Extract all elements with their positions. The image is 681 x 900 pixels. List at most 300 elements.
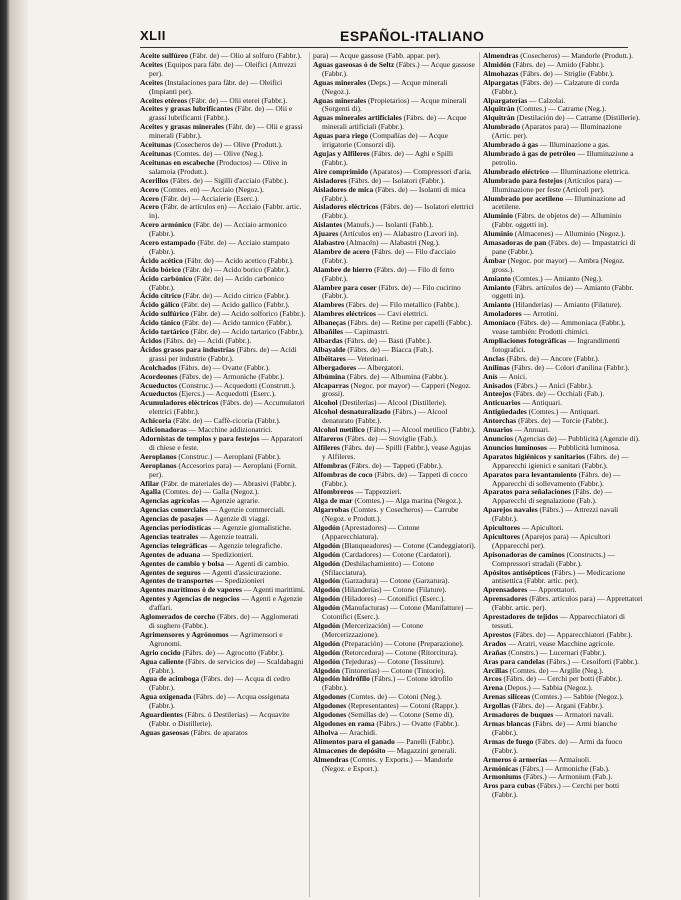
entry-term: Anilinas: [483, 362, 510, 372]
dictionary-entry: [140, 711, 306, 729]
entry-term: Arados: [483, 638, 507, 648]
dictionary-entry: [483, 453, 643, 471]
entry-translation: (Fábrs. de) — Accumulatori elettrici (Fabbr.).: [149, 398, 305, 417]
entry-term: Agrimensores y Agrónomos: [140, 629, 229, 639]
entry-term: Amoladores: [483, 309, 522, 319]
entry-term: Alumbrado: [483, 122, 521, 132]
entry-translation: (Representantes) — Cotoni (Rappr.).: [346, 701, 459, 711]
entry-translation: (Fábrs. de) — Tappeti di cocco (Fabbr.).: [322, 469, 468, 488]
entry-translation: (Ejercs.) — Acquedotti (Eserc.).: [177, 389, 277, 399]
entry-translation: (Manufacturas) — Cotone (Manifatture) — Cotonifici (Eserc.).: [322, 603, 473, 622]
entry-translation: (Comtes. de) — Galla (Negoz.).: [160, 487, 260, 497]
entry-term: Alquitrán: [483, 104, 515, 114]
entry-translation: (Aparatos para) — Illuminazione (Artic. per).: [492, 122, 622, 141]
dictionary-entry: [483, 177, 643, 195]
dictionary-entry: [313, 471, 476, 489]
entry-term: Aguas minerales artificiales: [313, 113, 402, 123]
entry-term: Acero: [140, 193, 160, 203]
entry-term: Alumbrado á gas de petróleo: [483, 148, 576, 158]
entry-term: Arañas: [483, 647, 507, 657]
entry-term: Armas de fuego: [483, 736, 534, 746]
entry-term: Aguas gaseosas: [140, 727, 189, 737]
entry-translation: — Agenzie giornalistiche.: [211, 523, 292, 533]
entry-term: Ácido gálico: [140, 300, 180, 310]
entry-translation: (Fábrs. de) — Ammoniaca (Fabbr.), vease también: Prodotti chimici.: [492, 318, 626, 337]
entry-translation: (Fábrs. de) — Sigilli d'acciaio (Fabbr.).: [168, 175, 289, 185]
entry-term: Algodón: [313, 585, 341, 595]
entry-term: Amianto: [483, 282, 511, 292]
entry-translation: (Fábrs. de) — Striglie (Fabbr.).: [518, 68, 614, 78]
dictionary-entry: [313, 61, 476, 79]
entry-term: Armadores de buques: [483, 710, 554, 720]
entry-term: Acordeones: [140, 371, 178, 381]
entry-translation: (Fábrs. de) — Biacca (Fab.).: [345, 344, 434, 354]
entry-translation: — Agenti e Agenzie d'affari.: [149, 594, 303, 613]
entry-term: Armas blancas: [483, 718, 531, 728]
entry-term: Agalla: [140, 487, 161, 497]
entry-translation: (Deshilachamiento) — Cotone (Sfilacciatura).: [322, 558, 435, 577]
entry-term: Agua caliente: [140, 656, 184, 666]
entry-term: Agrio cocido: [140, 647, 181, 657]
entry-term: Ácido bórico: [140, 264, 182, 274]
entry-translation: — Veterinari.: [345, 353, 389, 363]
entry-term: Aprestos: [483, 629, 512, 639]
page-header: [140, 28, 628, 46]
column-2: [313, 52, 476, 897]
entry-term: Alcohol: [313, 398, 338, 408]
entry-term: Aguas minerales: [313, 77, 367, 87]
entry-term: Acero: [140, 202, 160, 212]
dictionary-entry: [140, 203, 306, 221]
entry-term: Aislantes: [313, 220, 343, 230]
entry-translation: (Fábr. de) — Acido acetico (Fabbr.).: [182, 255, 294, 265]
entry-translation: (Fábrs. de) — Occhiali (Fab.).: [511, 389, 605, 399]
dictionary-entry: [483, 471, 643, 489]
entry-term: Alfombreros: [313, 487, 354, 497]
entry-translation: (Fábrs. de servicios de) — Scaldabagni (Fabbr.).: [149, 656, 304, 675]
entry-translation: — Antiquari.: [520, 398, 562, 408]
entry-term: Agua de acimboga: [140, 674, 200, 684]
entry-translation: (Fábrs. de) — Colori d'anilina (Fabbr.).: [509, 362, 630, 372]
dictionary-entry: [140, 239, 306, 257]
entry-term: Aisladores: [313, 175, 347, 185]
dictionary-entry: [313, 524, 476, 542]
dictionary-entry: [140, 123, 306, 141]
entry-translation: — Magazzini generali.: [385, 745, 457, 755]
entry-translation: — Agenzie agrarie.: [199, 496, 260, 506]
entry-translation: (Fábr. de) — Olii e grassi minerali (Fabbr.).: [149, 122, 303, 141]
column-divider: [309, 52, 310, 897]
entry-translation: — Apparatori di chiese e feste.: [149, 433, 303, 452]
entry-term: Agentes de cambio y bolsa: [140, 558, 225, 568]
entry-term: Agencias telegráficas: [140, 540, 208, 550]
entry-term: Aceites: [140, 59, 163, 69]
entry-translation: (Fábrs. de) — Armi bianche (Fabbr.).: [492, 718, 617, 737]
entry-term: Alquitrán: [483, 113, 515, 123]
entry-translation: (Fábrs.) — Acque gassose (Fabbr.).: [322, 59, 475, 78]
entry-term: Arcos: [483, 674, 502, 684]
entry-term: Ácido acético: [140, 255, 183, 265]
dictionary-entry: [313, 604, 476, 622]
entry-translation: — Capimastri.: [343, 327, 390, 337]
entry-term: Algarrobas: [313, 505, 350, 515]
entry-term: Algodón: [313, 621, 341, 630]
entry-term: Aisladores de mica: [313, 184, 374, 194]
entry-translation: (Cosecheros de) — Olive (Produtt.).: [171, 140, 283, 150]
entry-translation: (Fábr. de) — Olii e grassi lubrificanti (Fabbr.).: [149, 104, 293, 123]
entry-translation: (Fábrs.) — Cesoiforti (Fabbr.).: [544, 656, 640, 666]
dictionary-entry: [483, 569, 643, 587]
dictionary-entry: [313, 408, 476, 426]
column-divider: [479, 52, 480, 897]
entry-translation: (Fábrs. de) — Acidi (Fabbr.).: [161, 336, 252, 345]
dictionary-entry: [140, 675, 306, 693]
entry-translation: — Aratri, vease Macchine agricole.: [506, 638, 615, 648]
dictionary-entry: [313, 79, 476, 97]
dictionary-entry: [483, 150, 643, 168]
entry-term: Ácido cítrico: [140, 291, 182, 301]
entry-term: Alfombras: [313, 460, 348, 470]
dictionary-entry: [483, 506, 643, 524]
entry-translation: (Comtes. y Exports.) — Mandorle (Negoz. e Esport.).: [322, 754, 454, 773]
entry-translation: (Tejeduras) — Cotone (Tessiture).: [340, 656, 445, 666]
dictionary-entry: [483, 533, 643, 551]
entry-translation: (Comtes.) — Antiquari.: [526, 407, 600, 417]
dictionary-entry: [140, 221, 306, 239]
entry-term: Algodones: [313, 701, 347, 711]
entry-term: Antorchas: [483, 416, 517, 426]
entry-translation: — Arrotini.: [521, 309, 559, 319]
entry-translation: — Albergatori.: [356, 362, 404, 372]
dictionary-entry: [483, 239, 643, 257]
entry-term: Aeroplanos: [140, 451, 177, 461]
entry-translation: — Ingrandimenti fotografici.: [492, 336, 620, 354]
entry-term: Arenas silíceas: [483, 692, 531, 702]
entry-translation: (Fábrs. de) — Amido (Fabbr.).: [510, 59, 605, 69]
entry-term: Aeroplanos: [140, 460, 177, 470]
entry-translation: (Fábrs. de) — Agrocotto (Fabbr.).: [180, 647, 284, 657]
entry-translation: (Artículos para) — Illuminazione per feste (Articoli per).: [492, 175, 622, 194]
entry-translation: (Fábr. de) — Acciaio stampato (Fabbr.).: [149, 238, 290, 256]
entry-term: Algodón: [313, 665, 341, 675]
dictionary-entry: [313, 284, 476, 302]
dictionary-entry: [313, 756, 476, 774]
entry-term: Alumbrado por acetileno: [483, 193, 564, 203]
dictionary-entry: [483, 212, 643, 230]
entry-translation: (Fábs. de) — Apparecchi di segnalazione (Fab.).: [492, 487, 613, 506]
dictionary-entry: [313, 114, 476, 132]
entry-term: Antigüedades: [483, 407, 527, 417]
entry-translation: (Fábrs.) — Ovatte (Fabbr.).: [374, 718, 460, 728]
entry-translation: (Fábrs.) — Anici (Fabbr.).: [512, 380, 593, 390]
dictionary-entry: [140, 613, 306, 631]
entry-term: Alga de mar: [313, 496, 353, 506]
entry-term: Aparatos para señalaciones: [483, 487, 571, 497]
entry-term: Amianto: [483, 273, 511, 283]
entry-term: Aguardientes: [140, 710, 183, 720]
entry-translation: (Fábrs. de) — Acque minerali artificiali (Fabbr.).: [322, 113, 467, 132]
dictionary-entry: [313, 382, 476, 400]
entry-term: Aceitunas: [140, 140, 172, 150]
entry-translation: (Garzadura) — Cotone (Garzatura).: [340, 576, 450, 586]
entry-term: Armoniums: [483, 772, 522, 782]
entry-translation: (Fábrs.) — Cerchi per botti (Fabbr.).: [492, 781, 620, 800]
entry-term: Albaneças: [313, 318, 346, 328]
entry-term: Arena: [483, 683, 503, 693]
entry-translation: (Fábrs. de) — Armi da fuoco (Fabbr.).: [492, 736, 623, 755]
dictionary-entry: [140, 159, 306, 177]
entry-term: Agentes de aduana: [140, 549, 201, 559]
entry-translation: (Fábrs. de) — Albumina (Fabbr.).: [345, 371, 449, 381]
entry-translation: (Fábrs. de) — Calzature di corda (Fabbr.).: [492, 77, 620, 96]
entry-translation: (Fábrs. de) — Torcie (Fabbr.).: [516, 416, 609, 426]
entry-term: Acolchados: [140, 362, 177, 372]
dictionary-entry: [140, 399, 306, 417]
entry-term: Aparatos para levantamiento: [483, 469, 577, 479]
dictionary-entry: [313, 560, 476, 578]
entry-term: Agentes marítimos ó de vapores: [140, 585, 242, 595]
entry-translation: — Pubblicità luminosa.: [546, 442, 620, 452]
entry-translation: (Fábr. de artículos en) — Acciaio (Fabbr. artic. in).: [149, 202, 302, 221]
entry-translation: — Apicultori.: [519, 523, 564, 533]
page-binding-edge: [0, 0, 28, 900]
entry-term: Arcillas: [483, 665, 508, 675]
entry-translation: (Fábr. de) — Caffè-cicoria (Fabbr.).: [171, 416, 281, 426]
dictionary-entry: [313, 186, 476, 204]
entry-translation: (Fábrs. de) — Acqua di cedro (Fabbr.).: [149, 674, 291, 693]
entry-translation: — Panelli (Fabbr.).: [394, 736, 455, 746]
entry-translation: (Fábrs.) — Armoniche (Fab.).: [518, 763, 610, 773]
entry-translation: (Construc.) — Acquedotti (Construtt.).: [177, 380, 296, 390]
entry-term: Anuncios: [483, 433, 514, 443]
entry-term: Alumbrado á gas: [483, 140, 539, 150]
entry-translation: (Fábr. de) — Acido gallico (Fabbr.).: [179, 300, 290, 310]
entry-term: Ácidos grasos para industrias: [140, 344, 235, 354]
dictionary-entry: [313, 675, 476, 693]
entry-translation: (Mercerización) — Cotone (Mercerizzazione).: [322, 621, 424, 639]
entry-term: Agentes y Agencias de negocios: [140, 594, 240, 604]
entry-translation: (Fábrs. de) — Isolanti di mica (Fabbr.).: [322, 184, 466, 203]
entry-term: Agencias comerciales: [140, 505, 208, 515]
entry-term: Algodón: [313, 558, 341, 568]
entry-translation: (Deps.) — Acque minerali (Negoz.).: [322, 77, 448, 96]
entry-translation: — Agenti d'assicurazione.: [200, 567, 282, 577]
dictionary-entry: [483, 613, 643, 631]
entry-term: Algodones: [313, 692, 347, 702]
entry-translation: — Illuminazione elettrica.: [549, 166, 630, 176]
entry-translation: (Fábrs. de) — Filo d'acciaio (Fabbr.).: [322, 246, 456, 265]
entry-translation: (Fábr. de) — Acciaierie (Eserc.).: [159, 193, 259, 203]
entry-translation: — Apprettatori.: [527, 585, 577, 595]
entry-translation: (Fábrs.) — Cotone idrofilo (Fabbr.).: [322, 674, 453, 693]
dictionary-entry: [140, 79, 306, 97]
entry-translation: (Accesorios para) — Aeroplani (Fornit. per).: [149, 460, 297, 479]
entry-term: Acumuladores eléctricos: [140, 398, 219, 408]
entry-term: Alumbrado para festejos: [483, 175, 563, 185]
entry-term: Amoníaco: [483, 318, 516, 328]
entry-term: Agencias periodísticas: [140, 523, 212, 533]
entry-translation: (Aparatos) — Compressori d'aria.: [368, 166, 472, 176]
entry-term: Aprensadores: [483, 585, 528, 595]
entry-translation: (Fábr. de) — Acido borico (Fabbr.).: [181, 264, 290, 274]
entry-term: Almohazas: [483, 68, 519, 78]
entry-term: Algodón: [313, 603, 341, 613]
entry-translation: — Agenzie teatrali.: [198, 531, 259, 541]
dictionary-entry: [483, 720, 643, 738]
dictionary-entry: [140, 658, 306, 676]
dictionary-entry: [483, 257, 643, 275]
entry-translation: (Fábr. de) — Acido tannico (Fabbr.).: [180, 318, 293, 328]
entry-term: Apisonadoras de caminos: [483, 549, 565, 559]
entry-translation: — Illuminazione a petrolio.: [492, 148, 634, 167]
entry-translation: (Fábr. de) — Olii eterei (Fabbr.).: [187, 95, 288, 105]
entry-term: Albayalde: [313, 344, 346, 354]
entry-term: Agujas y Alfileres: [313, 148, 370, 158]
entry-translation: (Fábrs. de) — Argani (Fabbr.).: [510, 701, 604, 711]
entry-translation: — Macchine addizionatrici.: [186, 425, 273, 435]
dictionary-entry: [140, 631, 306, 649]
dictionary-entry: [313, 266, 476, 284]
entry-term: Apicultores: [483, 523, 520, 533]
entry-term: Anticuarios: [483, 398, 521, 408]
entry-term: Alimentos para el ganado: [313, 736, 395, 746]
entry-translation: (Comtes.) — Amianto (Neg.).: [510, 273, 603, 283]
entry-term: Aguas para riego: [313, 131, 368, 141]
entry-translation: (Fábrs. artículos de) — Amianto (Fabbr. oggetti in).: [492, 282, 634, 301]
entry-translation: (Fábrs.) — Attrezzi navali (Fabbr.).: [492, 505, 619, 524]
entry-translation: (Fábrs. de) — Acqua ossigenata (Fabbr.).: [149, 692, 290, 711]
entry-translation: (Manufs.) — Isolanti (Fabb.).: [342, 220, 434, 230]
entry-translation: (Comtes. y Cosecheros) — Carrube (Negoz. e Produtt.).: [322, 505, 459, 524]
entry-term: Algodón: [313, 638, 341, 648]
entry-term: Ajuares: [313, 229, 339, 239]
entry-translation: (Comtes. en) — Acciaio (Negoz.).: [159, 184, 264, 194]
entry-translation: (Fábrs. de) — Acidi grassi per industrie (Fabbr.).: [149, 344, 297, 363]
entry-translation: — Agrimensori e Agronomi.: [149, 629, 283, 648]
entry-term: Aceites y grasas minerales: [140, 122, 224, 132]
entry-translation: — Anici.: [497, 371, 527, 381]
entry-translation: (Fábrs. de) — Apparecchi di sollevamento (Fabbr.).: [492, 469, 621, 488]
entry-term: Almendras: [313, 754, 349, 764]
entry-term: Alpargatas: [483, 77, 519, 87]
entry-term: Alambres eléctricos: [313, 309, 376, 319]
entry-translation: (Fábr. de materiales de) — Abrasivi (Fabbr.).: [159, 478, 297, 488]
entry-translation: (Fábr. de) — Acido citrico (Fabbr.).: [181, 291, 290, 301]
entry-translation: (Almacén) — Alabastri (Neg.).: [344, 238, 440, 248]
entry-term: Albúmina: [313, 371, 346, 381]
entry-translation: (Fábrs. de) — Agglomerati di sughero (Fabbr.).: [149, 612, 299, 630]
entry-translation: — Arachidi.: [338, 727, 377, 737]
entry-term: Acero estampado: [140, 238, 196, 248]
dictionary-entry: [313, 444, 476, 462]
entry-translation: — Agenzie telegrafiche.: [207, 540, 283, 550]
entry-term: Aras para candelas: [483, 656, 545, 666]
entry-term: Acero armónico: [140, 220, 192, 230]
dictionary-entry: [140, 729, 306, 738]
entry-term: Armeros ó armerías: [483, 754, 548, 764]
dictionary-entry: [483, 782, 643, 800]
dictionary-entry: [140, 275, 306, 293]
entry-term: Acero: [140, 184, 160, 194]
entry-term: Aceites: [140, 77, 163, 87]
entry-term: Aros para cubas: [483, 781, 536, 791]
entry-translation: (Fábrs. de) — Ancore (Fabbr.).: [504, 353, 600, 363]
entry-term: Aceites etéreos: [140, 95, 188, 105]
dictionary-entry: [483, 488, 643, 506]
entry-translation: (Cardadores) — Cotone (Cardatori).: [340, 549, 452, 559]
page-number: XLII: [140, 28, 166, 43]
entry-term: Algodón: [313, 523, 341, 533]
entry-translation: (Fábrs. de) — Apparecchiatori (Fabbr.).: [511, 629, 633, 639]
entry-term: Algodón hidrófilo: [313, 674, 370, 684]
entry-term: Achicoria: [140, 416, 172, 426]
entry-translation: (Fábrs. de) — Filo metallico (Fabbr.).: [344, 300, 460, 310]
entry-translation: (Agencias de) — Pubblicità (Agenzie di).: [513, 433, 640, 443]
entry-translation: (Compañías de) — Acque irrigatorie (Consorzi di).: [322, 131, 448, 150]
entry-translation: (Fábrs. de) — Spilli (Fabbr.), vease Agujas y Alfileres.: [322, 442, 471, 461]
entry-translation: (Propietarios) — Acque minerali (Sorgenti di).: [322, 95, 467, 114]
entry-translation: (Fábrs. de) — Cerchi per botti (Fabbr.).: [501, 674, 622, 684]
entry-translation: (Cosecheros) — Mandorle (Produtt.).: [518, 52, 633, 60]
entry-translation: — Agenzie di viaggi.: [203, 514, 270, 524]
entry-translation: (Comtes.) — Sabbie (Negoz.).: [530, 692, 624, 702]
entry-translation: (Fábrs. de) — Apparecchi igienici e sanitari (Fabbr.).: [492, 451, 629, 470]
entry-translation: (Artículos en) — Alabastro (Lavori in).: [338, 229, 459, 239]
entry-term: Albergadores: [313, 362, 357, 372]
entry-term: Aparejos navales: [483, 505, 538, 515]
entry-translation: (Semillas de) — Cotone (Seme di).: [346, 710, 455, 720]
entry-term: Ampliaciones fotográficas: [483, 336, 567, 345]
dictionary-entry: [483, 123, 643, 141]
entry-term: Alambre para coser: [313, 282, 377, 292]
entry-term: Alumbrado eléctrico: [483, 166, 550, 176]
entry-term: Alfombras de coco: [313, 469, 373, 479]
entry-translation: — Apparecchiatori di tessuti.: [492, 612, 625, 630]
entry-translation: (Fábrs. de) — Armoniche (Fabbr.).: [177, 371, 285, 381]
entry-term: Anclas: [483, 353, 505, 363]
entry-term: Almendras: [483, 52, 519, 60]
entry-term: Ácido carbónico: [140, 273, 193, 283]
entry-translation: — Illuminazione a gas.: [538, 140, 610, 150]
entry-term: Ácido tartárico: [140, 327, 189, 337]
entry-translation: (Comtes.) — Catrame (Neg.).: [514, 104, 607, 114]
entry-term: Ácido tánico: [140, 318, 181, 328]
entry-term: Acueductos: [140, 380, 178, 390]
entry-translation: — Illuminazione ad acetilene.: [492, 193, 626, 212]
entry-term: Aisladores eléctricos: [313, 202, 379, 212]
entry-translation: (Fábrs. de) — Filo di ferro (Fabbr.).: [322, 264, 455, 283]
entry-translation: (Hilanderías) — Amianto (Filature).: [510, 300, 622, 310]
entry-term: Alholva: [313, 727, 339, 737]
entry-term: Anisados: [483, 380, 513, 390]
entry-term: Alambre de acero: [313, 246, 370, 256]
dictionary-entry: [140, 435, 306, 453]
entry-translation: (Depos.) — Sabbia (Negoz.).: [502, 683, 593, 693]
entry-translation: (Tintorerías) — Cotone (Tintorie).: [340, 665, 446, 675]
entry-translation: (Fábrs.) — Medicazione antisettica (Fabbr. artic. per).: [492, 567, 626, 586]
entry-translation: (Destilación de) — Catrame (Distillerie).: [514, 113, 641, 123]
entry-term: Amasadoras de pan: [483, 238, 547, 248]
entry-term: Adicionadoras: [140, 425, 187, 435]
entry-translation: (Constructs.) — Compressori stradali (Fabbr.).: [492, 549, 615, 568]
entry-translation: (Equipos para fábr. de) — Oleifici (Attrezzi per).: [149, 59, 297, 78]
entry-term: Algodón: [313, 540, 341, 550]
dictionary-entry: [483, 79, 643, 97]
entry-term: Albañiles: [313, 327, 344, 337]
entry-term: Agua oxigenada: [140, 692, 192, 702]
entry-translation: (Fábrs. de) — Stoviglie (Fab.).: [343, 433, 438, 443]
entry-translation: (Fábrs. de) — Isolatori elettrici (Fabbr.).: [322, 202, 474, 221]
